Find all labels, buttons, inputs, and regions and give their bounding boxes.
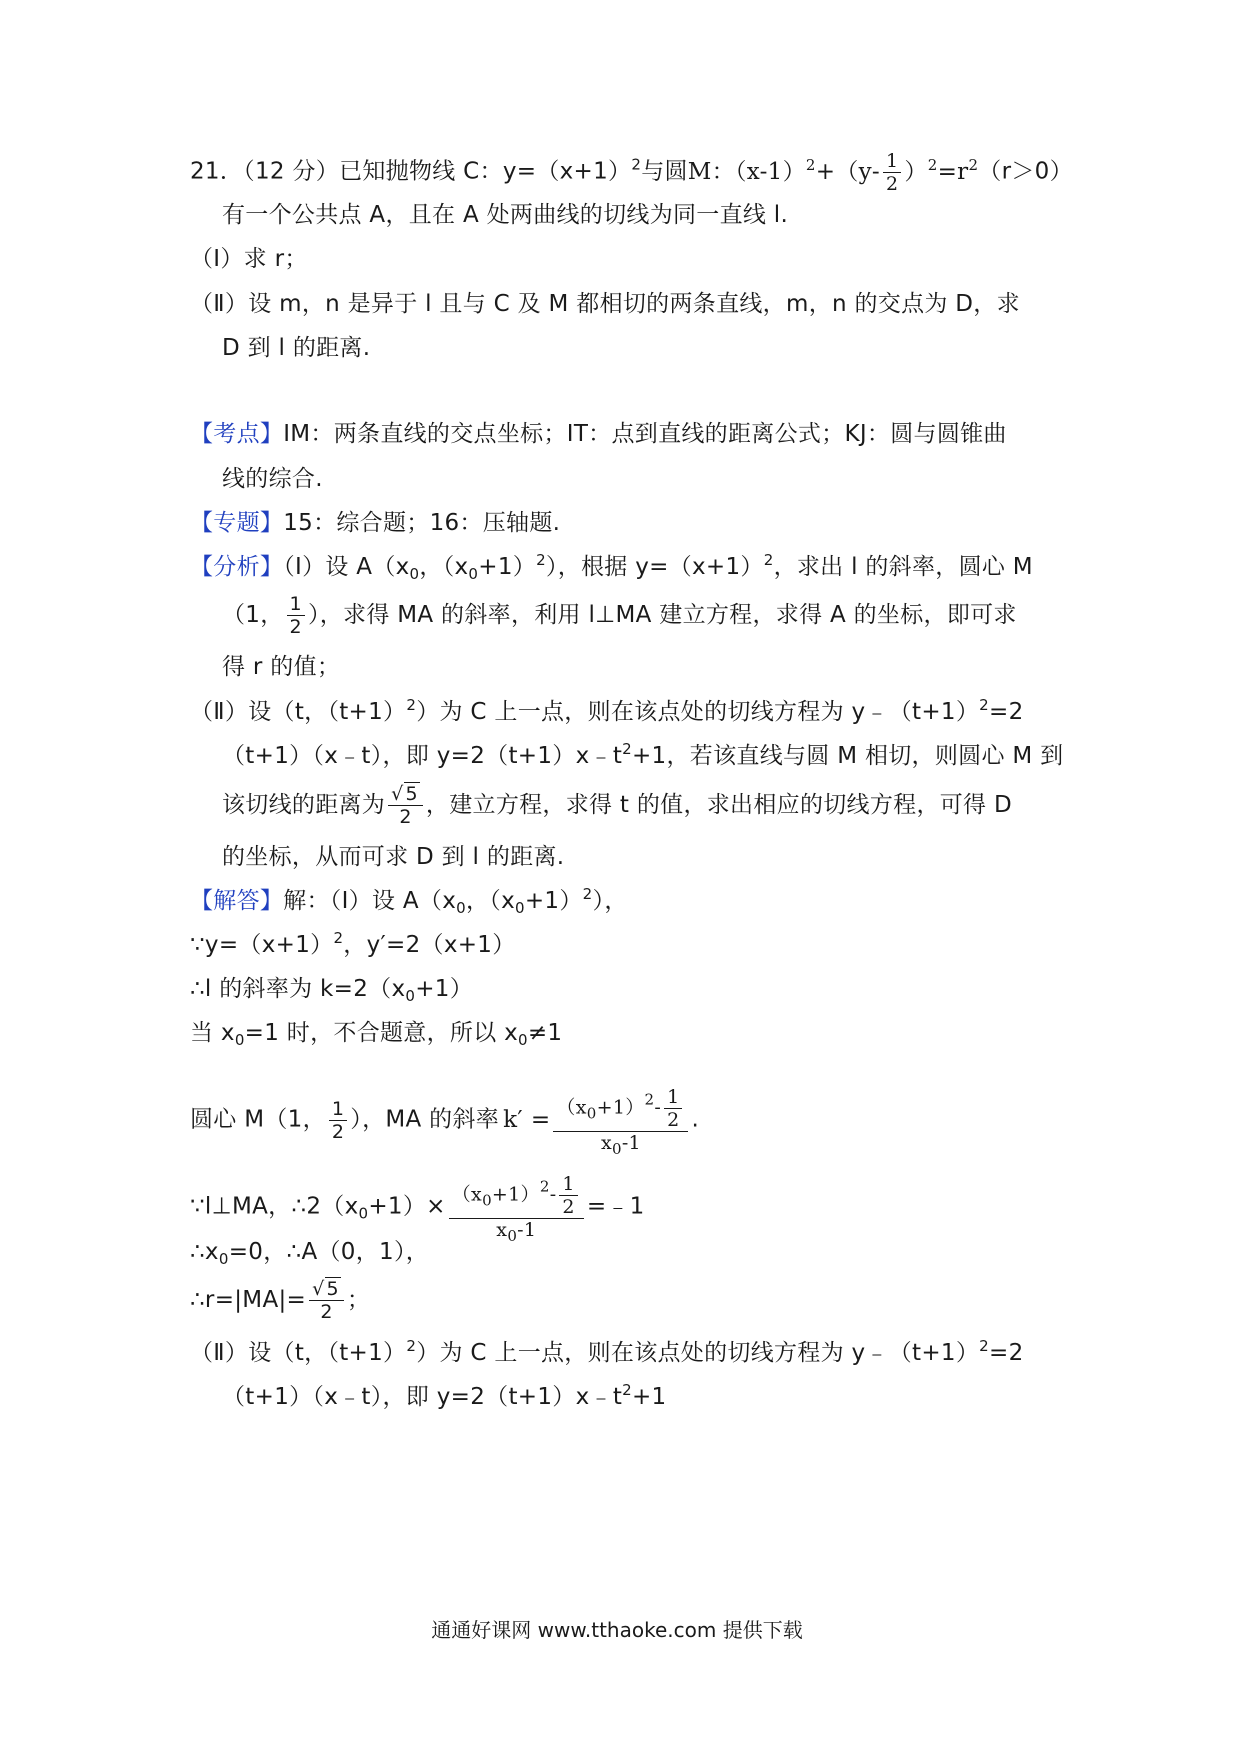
fenxi-text: （Ⅱ）设（t，（t+1） bbox=[190, 699, 407, 725]
fenxi-text: +1） bbox=[478, 554, 537, 580]
exponent: 2 bbox=[622, 1381, 632, 1399]
circle-equation bbox=[687, 150, 979, 195]
subscript: 0 bbox=[518, 1031, 528, 1049]
jieda-line-3 bbox=[190, 974, 473, 1004]
jieda-line-10 bbox=[222, 1382, 667, 1412]
jieda-text: ）， bbox=[592, 888, 628, 914]
subscript: 0 bbox=[507, 1227, 518, 1245]
problem-stem-cont: 与圆 bbox=[641, 158, 688, 185]
exponent: 2 bbox=[805, 155, 816, 174]
subscript: 0 bbox=[611, 1140, 622, 1158]
jieda-text: =2 bbox=[989, 1340, 1024, 1366]
fenxi-text: ，建立方程，求得 t 的值，求出相应的切线方程，可得 D bbox=[425, 792, 1012, 818]
jieda-text: +1） bbox=[524, 888, 583, 914]
fraction-one-half bbox=[559, 1173, 577, 1218]
fraction-one-half bbox=[883, 150, 901, 195]
fenxi-tag: 【分析】 bbox=[190, 554, 284, 580]
subscript: 0 bbox=[234, 1031, 245, 1049]
exponent: 2 bbox=[979, 1337, 989, 1355]
jieda-line-6 bbox=[190, 1173, 645, 1245]
denominator: 2 bbox=[331, 1120, 345, 1143]
jieda-text: =﹣1 bbox=[586, 1193, 645, 1220]
exponent: 2 bbox=[644, 1090, 655, 1109]
jieda-text: = bbox=[530, 1106, 551, 1133]
slope-symbol: k′ bbox=[503, 1106, 523, 1133]
fenxi-line-2 bbox=[222, 593, 1017, 638]
jieda-text: ，（x bbox=[466, 888, 516, 914]
fenxi-text: （Ⅰ）设 A（x bbox=[283, 554, 410, 580]
exponent: 2 bbox=[979, 696, 989, 714]
denominator: 2 bbox=[562, 1196, 575, 1218]
jieda-text: ∴r=|MA|= bbox=[190, 1287, 307, 1313]
zhuanti-tag: 【专题】 bbox=[190, 510, 284, 536]
fenxi-line-3: 得 r 的值； bbox=[222, 654, 341, 680]
fenxi-text: （1， bbox=[222, 602, 284, 628]
jieda-text: （Ⅱ）设（t，（t+1） bbox=[190, 1340, 407, 1366]
fenxi-text: +1，若该直线与圆 M 相切，则圆心 M 到 bbox=[631, 743, 1064, 769]
jieda-line-8 bbox=[190, 1278, 370, 1323]
fenxi-text: 该切线的距离为 bbox=[222, 792, 386, 818]
fenxi-text: ），根据 y=（x+1） bbox=[545, 554, 764, 580]
fenxi-line-7: 的坐标，从而可求 D 到 l 的距离. bbox=[222, 844, 565, 870]
radicand: 5 bbox=[326, 1278, 339, 1300]
numerator-part: - bbox=[654, 1096, 662, 1119]
fraction-one-half bbox=[287, 593, 305, 638]
numerator bbox=[388, 783, 423, 806]
jieda-text: +1）× bbox=[368, 1193, 446, 1220]
jieda-line-2 bbox=[190, 930, 516, 960]
fenxi-text: =2 bbox=[989, 699, 1024, 725]
sqrt-symbol: √ 5 bbox=[391, 783, 418, 805]
jieda-line-1 bbox=[190, 886, 628, 916]
exponent: 2 bbox=[582, 885, 593, 903]
jieda-text: =1 时，不合题意，所以 x bbox=[244, 1020, 519, 1046]
exponent: 2 bbox=[622, 740, 632, 758]
numerator bbox=[449, 1173, 584, 1219]
fenxi-text: （t+1）（x﹣t），即 y=2（t+1）x﹣t bbox=[222, 743, 623, 769]
radicand: 5 bbox=[405, 783, 418, 805]
fenxi-line-4 bbox=[190, 697, 1024, 727]
jieda-text: 当 x bbox=[190, 1020, 235, 1046]
numerator bbox=[309, 1278, 344, 1301]
circle-eq-part: =r bbox=[937, 158, 969, 185]
problem-score: （12 分） bbox=[243, 158, 340, 185]
denominator: 2 bbox=[399, 806, 412, 828]
problem-number: 21． bbox=[190, 158, 244, 185]
numerator-part: （x bbox=[556, 1096, 587, 1119]
jieda-text: ，y′=2（x+1） bbox=[343, 932, 516, 958]
problem-part-1: （Ⅰ）求 r； bbox=[190, 246, 308, 272]
jieda-text: +1 bbox=[631, 1384, 667, 1410]
jieda-tag: 【解答】 bbox=[190, 888, 284, 914]
jieda-text: =0，∴A（0，1）， bbox=[228, 1239, 430, 1265]
jieda-line-4 bbox=[190, 1018, 562, 1048]
subscript: 0 bbox=[468, 565, 479, 583]
jieda-text: ）为 C 上一点，则在该点处的切线方程为 y﹣（t+1） bbox=[416, 1340, 980, 1366]
sqrt-symbol: √ 5 bbox=[312, 1278, 339, 1300]
circle-eq-part: ） bbox=[904, 158, 928, 185]
exponent: 2 bbox=[968, 155, 979, 174]
fraction-one-half bbox=[664, 1086, 682, 1131]
jieda-text: 解：（Ⅰ）设 A（x bbox=[283, 888, 457, 914]
jieda-text: +1） bbox=[415, 976, 474, 1002]
denominator: 2 bbox=[667, 1109, 680, 1131]
fenxi-line-6 bbox=[222, 783, 1012, 828]
numerator: 1 bbox=[329, 1098, 347, 1121]
denominator: 2 bbox=[320, 1301, 333, 1323]
jieda-line-5 bbox=[190, 1086, 700, 1158]
fenxi-text: ）为 C 上一点，则在该点处的切线方程为 y﹣（t+1） bbox=[416, 699, 980, 725]
denominator: 2 bbox=[886, 173, 899, 195]
numerator: 1 bbox=[664, 1086, 682, 1109]
zhuanti-text: 15：综合题；16：压轴题. bbox=[283, 510, 561, 536]
fenxi-line-1 bbox=[190, 552, 1033, 582]
problem-part-2: （Ⅱ）设 m，n 是异于 l 且与 C 及 M 都相切的两条直线，m，n 的交点为 D，求 bbox=[190, 291, 1020, 317]
numerator: 1 bbox=[883, 150, 901, 173]
subscript: 0 bbox=[358, 1204, 369, 1223]
subscript: 0 bbox=[456, 899, 466, 917]
jieda-text: ∴x bbox=[190, 1239, 219, 1265]
numerator-part: （x bbox=[451, 1183, 483, 1206]
exponent: 2 bbox=[333, 929, 344, 947]
jieda-text: ； bbox=[346, 1287, 371, 1313]
problem-part-2-cont: D 到 l 的距离. bbox=[222, 335, 371, 361]
denominator bbox=[449, 1219, 584, 1245]
fraction-sqrt5-over-2 bbox=[388, 783, 423, 828]
period: . bbox=[691, 1106, 700, 1133]
exponent: 2 bbox=[631, 155, 642, 174]
jieda-text: ∵l⊥MA，∴2（x bbox=[190, 1193, 359, 1220]
numerator-part: +1） bbox=[491, 1183, 540, 1206]
fraction-one-half bbox=[329, 1098, 347, 1143]
subscript: 0 bbox=[409, 565, 420, 583]
subscript: 0 bbox=[586, 1104, 597, 1123]
fenxi-text: ），求得 MA 的斜率，利用 l⊥MA 建立方程，求得 A 的坐标，即可求 bbox=[307, 602, 1017, 628]
denominator-part: -1 bbox=[621, 1132, 641, 1154]
kaodian-tag: 【考点】 bbox=[190, 421, 284, 447]
exponent: 2 bbox=[406, 1337, 417, 1355]
numerator: 1 bbox=[559, 1173, 577, 1196]
fraction-slope-ma bbox=[449, 1173, 584, 1245]
exponent: 2 bbox=[536, 551, 546, 569]
subscript: 0 bbox=[405, 987, 416, 1005]
jieda-line-9 bbox=[190, 1338, 1024, 1368]
exponent: 2 bbox=[763, 551, 774, 569]
numerator-part: +1） bbox=[596, 1096, 645, 1119]
page-footer: 通通好课网 www.tthaoke.com 提供下载 bbox=[431, 1618, 803, 1642]
numerator-part: - bbox=[549, 1183, 557, 1206]
jieda-text: ），MA 的斜率 bbox=[350, 1106, 500, 1133]
fenxi-text: ，（x bbox=[419, 554, 469, 580]
subscript: 0 bbox=[515, 899, 525, 917]
zhuanti-line bbox=[190, 508, 560, 538]
exponent: 2 bbox=[927, 155, 938, 174]
fraction-sqrt5-over-2 bbox=[309, 1278, 344, 1323]
denominator: 2 bbox=[289, 616, 302, 638]
jieda-text: ∵y=（x+1） bbox=[190, 932, 334, 958]
circle-eq-part: +（y- bbox=[815, 158, 881, 185]
jieda-text: （t+1）（x﹣t），即 y=2（t+1）x﹣t bbox=[222, 1384, 623, 1410]
exponent: 2 bbox=[406, 696, 417, 714]
denominator-part: -1 bbox=[517, 1219, 537, 1241]
numerator: 1 bbox=[287, 593, 305, 616]
denominator bbox=[553, 1132, 688, 1158]
exponent: 2 bbox=[539, 1177, 550, 1196]
subscript: 0 bbox=[218, 1250, 229, 1268]
circle-eq-part: M：（x-1） bbox=[687, 158, 806, 185]
fenxi-text: ，求出 l 的斜率，圆心 M bbox=[773, 554, 1033, 580]
subscript: 0 bbox=[482, 1191, 492, 1210]
kaodian-line-1 bbox=[190, 419, 1007, 449]
problem-line-1 bbox=[190, 150, 1073, 195]
denominator-part: x bbox=[600, 1132, 612, 1154]
fenxi-line-5 bbox=[222, 741, 1063, 771]
numerator bbox=[553, 1086, 688, 1132]
denominator-part: x bbox=[496, 1219, 508, 1241]
jieda-line-7 bbox=[190, 1237, 429, 1267]
jieda-text: ≠1 bbox=[527, 1020, 563, 1046]
fraction-slope-ma bbox=[553, 1086, 688, 1158]
kaodian-line-2: 线的综合. bbox=[222, 466, 323, 492]
jieda-text: 圆心 M（1， bbox=[190, 1106, 326, 1133]
jieda-text: ∴l 的斜率为 k=2（x bbox=[190, 976, 406, 1002]
problem-line-2: 有一个公共点 A，且在 A 处两曲线的切线为同一直线 l. bbox=[222, 202, 789, 228]
problem-stem: 已知抛物线 C：y=（x+1） bbox=[339, 158, 632, 185]
condition-text: （r＞0） bbox=[978, 158, 1073, 185]
kaodian-text: IM：两条直线的交点坐标；IT：点到直线的距离公式；KJ：圆与圆锥曲 bbox=[283, 421, 1007, 447]
